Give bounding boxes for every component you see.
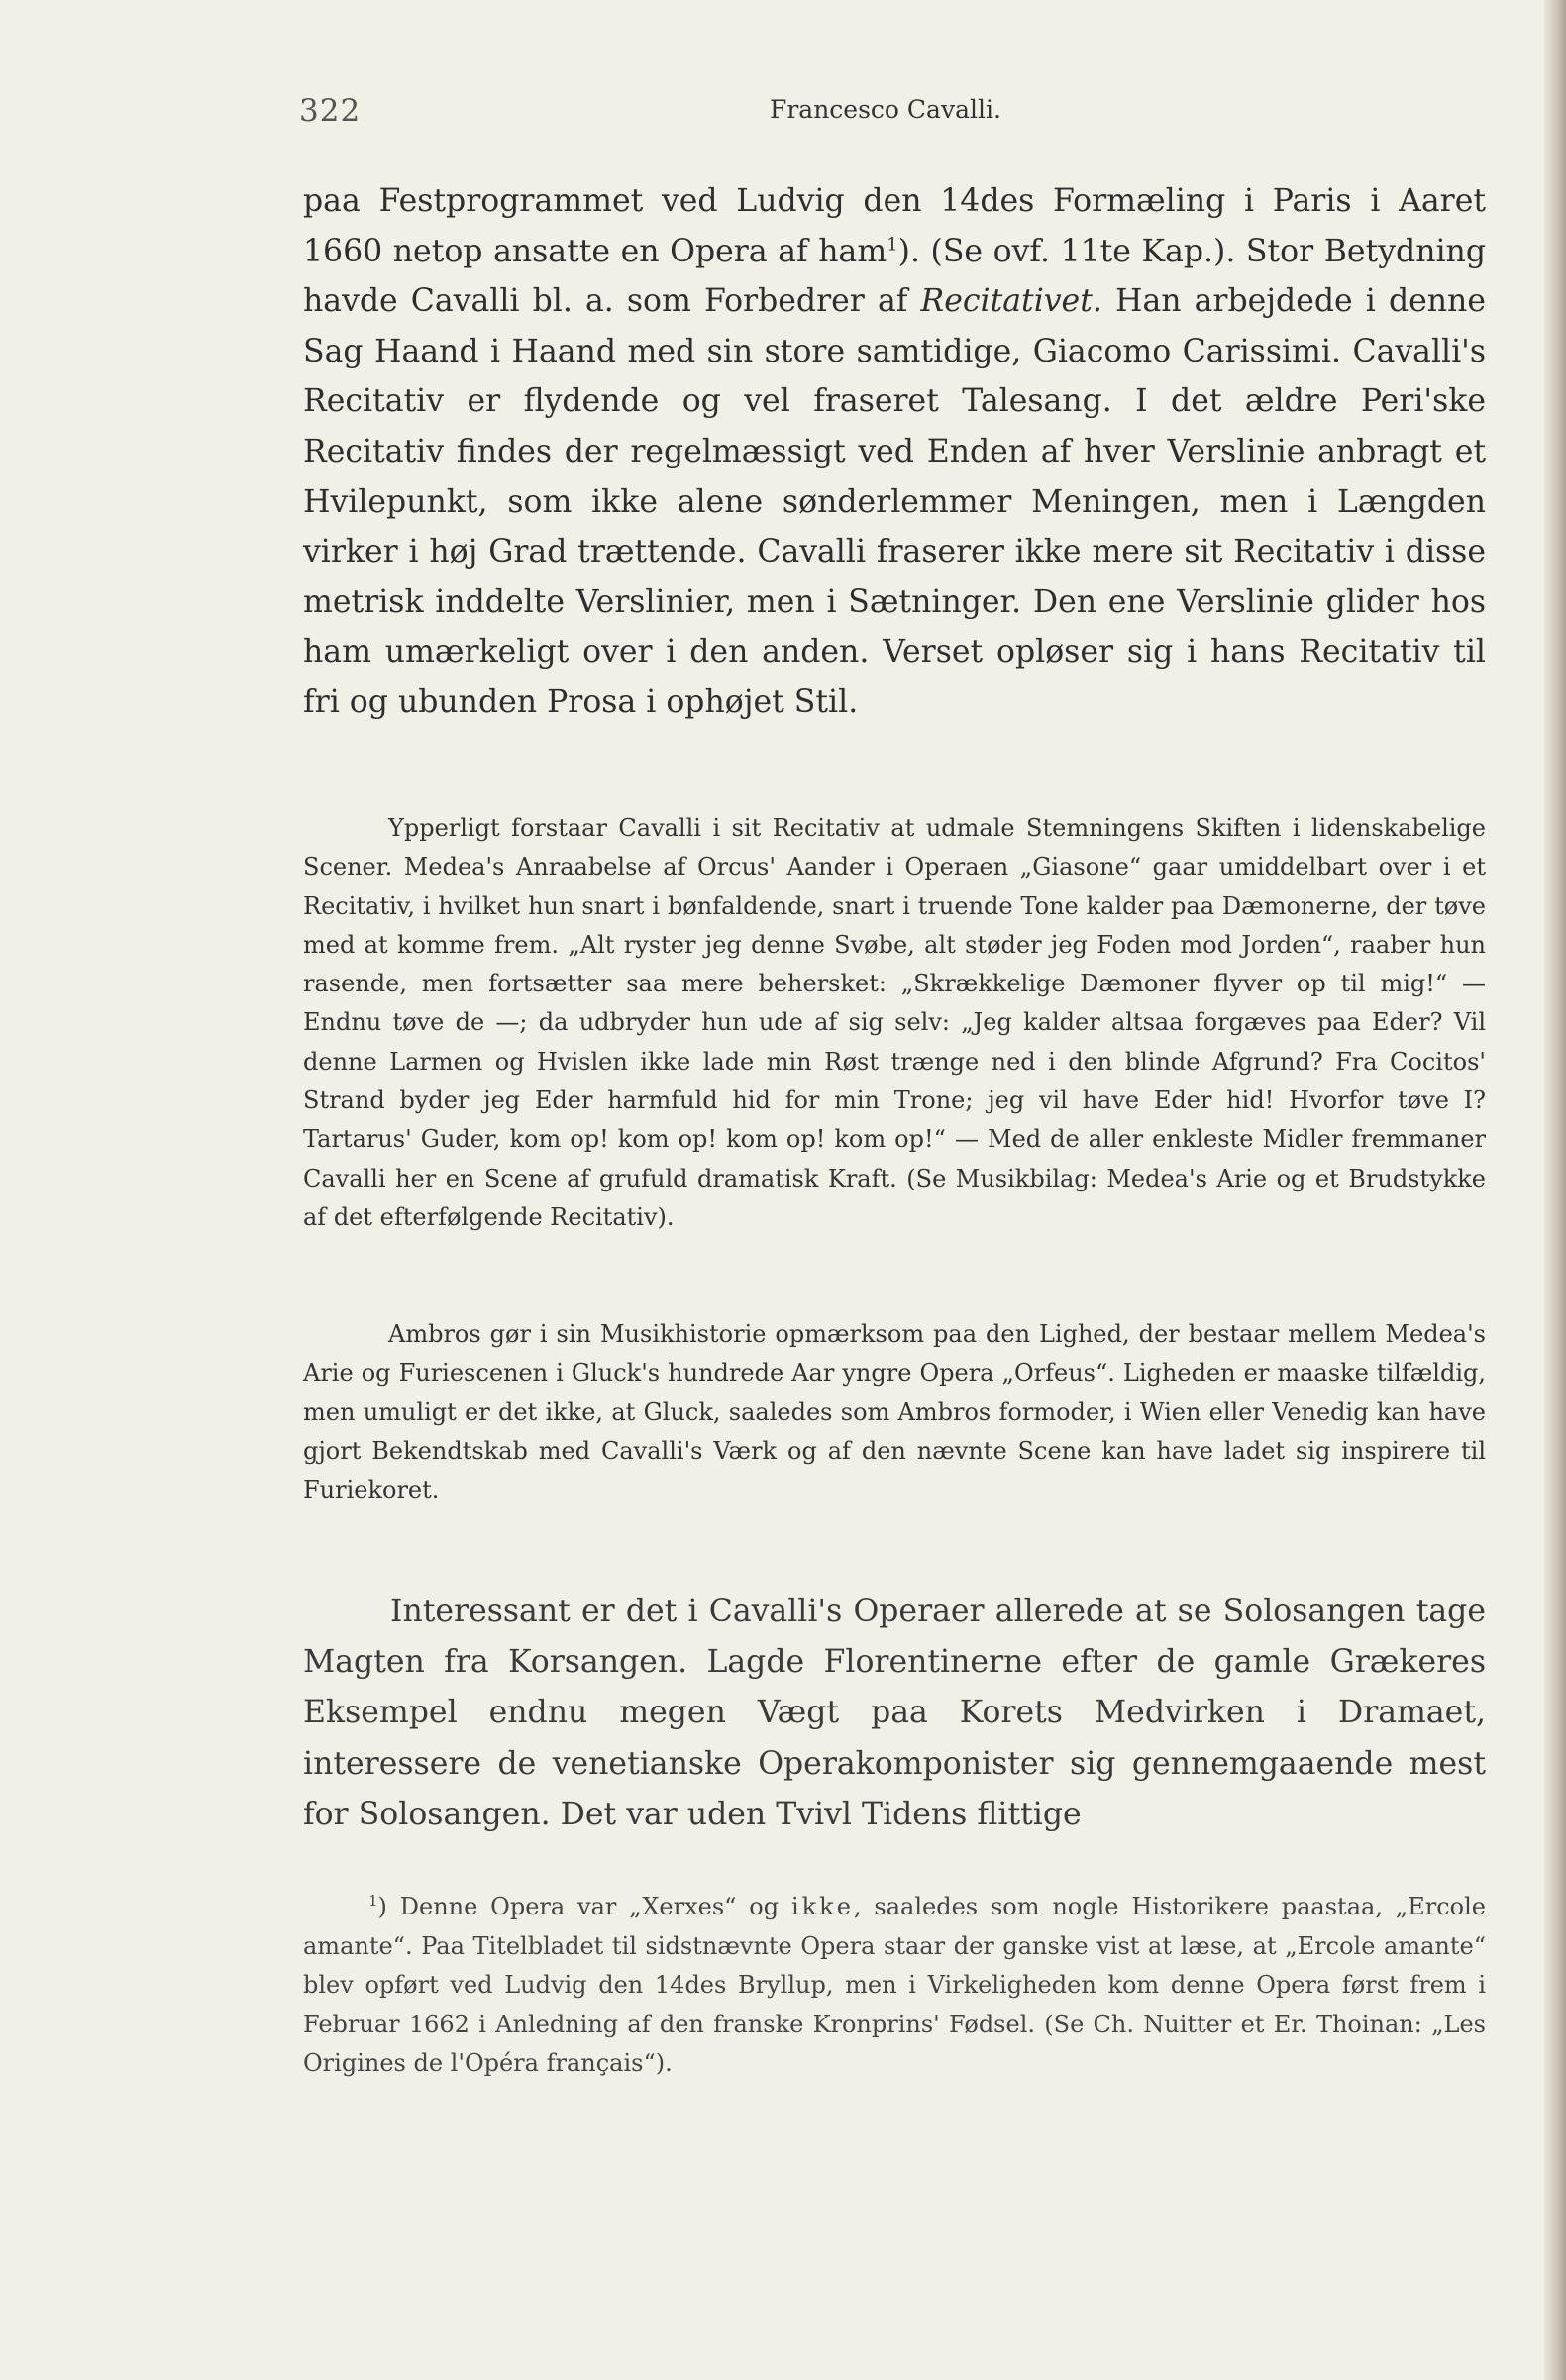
body-paragraph-1	[303, 176, 1486, 728]
small-paragraph-1: Ypperligt forstaar Cavalli i sit Recitativ at udmale Stemningens Skiften i lidenskabelige Scener. Medea's Anraabelse af Orcus' Aander i Operaen „Giasone“ gaar umiddelbart over i et Recitativ, i hvilket hun snart i bønfaldende, snart i truende Tone kalder paa Dæmonerne, der tøve med at komme frem. „Alt ryster jeg denne Svøbe, alt støder jeg Foden mod Jorden“, raaber hun rasende, men fortsætter saa mere behersket: „Skrækkelige Dæmoner flyver op til mig!“ — Endnu tøve de —; da udbryder hun ude af sig selv: „Jeg kalder altsaa forgæves paa Eder? Vil denne Larmen og Hvislen ikke lade min Røst trænge ned i den blinde Afgrund? Fra Cocitos' Strand byder jeg Eder harmfuld hid for min Trone; jeg vil have Eder hid! Hvorfor tøve I? Tartarus' Guder, kom op! kom op! kom op! kom op!“ — Med de aller enkleste Midler fremmaner Cavalli her en Scene af grufuld dramatisk Kraft. (Se Musikbilag: Medea's Arie og et Brudstykke af det efterfølgende Recitativ).	[303, 814, 1486, 1231]
page-edge	[1544, 0, 1566, 2380]
page-header	[299, 93, 1488, 133]
footnote-mark: 1	[368, 1892, 378, 1910]
body-paragraph-2: Interessant er det i Cavalli's Operaer allerede at se Solosangen tage Magten fra Korsangen. Lagde Florentinerne efter de gamle Grækeres Eksempel endnu megen Vægt paa Korets Medvirken i Dramaet, interessere de venetianske Operakomponister sig gennemgaaende mest for Solosangen. Det var uden Tvivl Tidens flittige	[303, 1594, 1486, 1832]
para1-text-a: paa Festprogrammet ved Ludvig den 14des Formæling i Paris i Aaret 1660 netop ansatte en Opera af ham	[303, 183, 1486, 269]
footnote-text-b: , saaledes som nogle Historikere paastaa, „Ercole amante“. Paa Titelbladet til sidstnævnte Opera staar der ganske vist at læse, at „Ercole amante“ blev opført ved Ludvig den 14des Bryllup, men i Virkeligheden kom denne Opera først frem i Februar 1662 i Anledning af den franske Kronprins' Fødsel. (Se Ch. Nuitter et Er. Thoinan: „Les Origines de l'Opéra français“).	[303, 1893, 1486, 2078]
page-number: 322	[299, 93, 362, 129]
emphasis-recitativet: Recitativet.	[920, 283, 1102, 320]
footnote-reference[interactable]: 1	[887, 234, 898, 256]
small-paragraph-2: Ambros gør i sin Musikhistorie opmærksom paa den Lighed, der bestaar mellem Medea's Arie og Furiescenen i Gluck's hundrede Aar yngre Opera „Orfeus“. Ligheden er maaske tilfældig, men umuligt er det ikke, at Gluck, saaledes som Ambros formoder, i Wien eller Venedig kan have gjort Bekendtskab med Cavalli's Værk og af den nævnte Scene kan have ladet sig inspirere til Furiekoret.	[303, 1320, 1486, 1504]
para1-text-c: Han arbejdede i denne Sag Haand i Haand med sin store samtidige, Giacomo Carissimi. Cavalli's Recitativ er flydende og vel fraseret Talesang. I det ældre Peri'ske Recitativ findes der regelmæssigt ved Enden af hver Verslinie anbragt et Hvilepunkt, som ikke alene sønderlemmer Meningen, men i Længden virker i høj Grad trættende. Cavalli fraserer ikke mere sit Recitativ i disse metrisk inddelte Verslinier, men i Sætninger. Den ene Verslinie glider hos ham umærkeligt over i den anden. Verset opløser sig i hans Recitativ til fri og ubunden Prosa i ophøjet Stil.	[303, 283, 1486, 720]
footnote-spaced-word: ikke	[790, 1893, 854, 1920]
footnote-text-a: ) Denne Opera var „Xerxes“ og	[377, 1893, 791, 1920]
footnote	[303, 1888, 1486, 2084]
running-title: Francesco Cavalli.	[770, 95, 1001, 124]
para1-text-b: ). (Se ovf. 11te Kap.). Stor Betydning havde Cavalli bl. a. som Forbedrer af	[303, 233, 1487, 320]
